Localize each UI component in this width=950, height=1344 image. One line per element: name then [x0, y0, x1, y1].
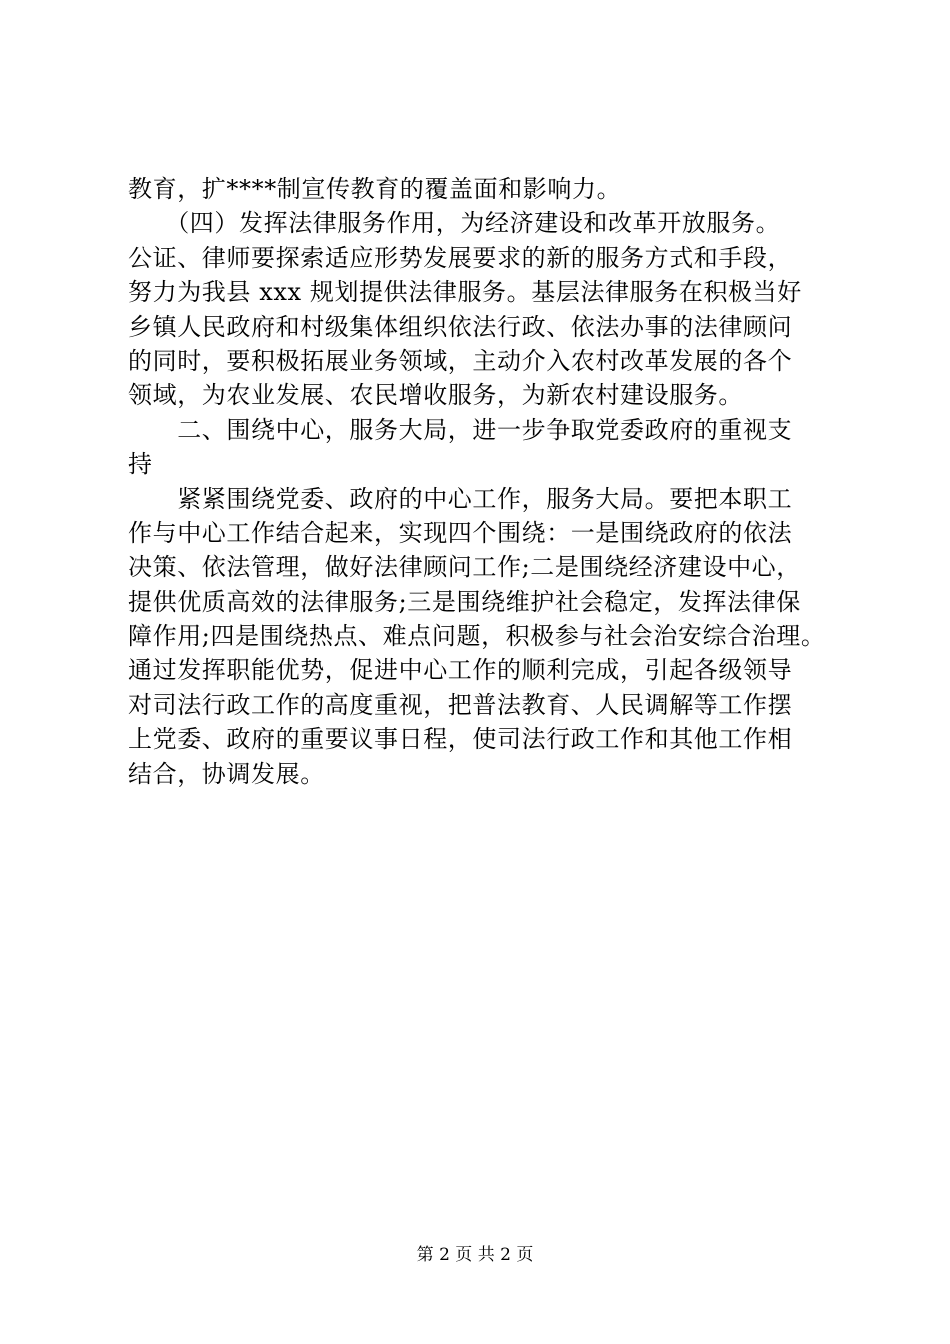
text-line: 提供优质高效的法律服务;三是围绕维护社会稳定，发挥法律保 [128, 587, 801, 616]
text-line: 障作用;四是围绕热点、难点问题，积极参与社会治安综合治理。 [128, 622, 826, 651]
text-line: 通过发挥职能优势，促进中心工作的顺利完成，引起各级领导 [128, 656, 793, 685]
text-line: （四）发挥法律服务作用，为经济建设和改革开放服务。 [128, 209, 781, 238]
text-line: 的同时，要积极拓展业务领域，主动介入农村改革发展的各个 [128, 346, 793, 375]
text-line: 教育，扩****制宣传教育的覆盖面和影响力。 [128, 175, 622, 203]
section-heading-continued: 持 [128, 450, 153, 479]
text-line: 领域，为农业发展、农民增收服务，为新农村建设服务。 [128, 381, 743, 410]
text-line: 乡镇人民政府和村级集体组织依法行政、依法办事的法律顾问 [128, 312, 793, 341]
page-number-footer: 第 2 页 共 2 页 [416, 1245, 534, 1265]
text-line: 对司法行政工作的高度重视，把普法教育、人民调解等工作摆 [128, 690, 793, 719]
body-text [128, 172, 848, 791]
text-line: 决策、依法管理，做好法律顾问工作;二是围绕经济建设中心， [128, 553, 801, 582]
text-line: 上党委、政府的重要议事日程，使司法行政工作和其他工作相 [128, 725, 793, 754]
text-line: 紧紧围绕党委、政府的中心工作，服务大局。要把本职工 [128, 484, 793, 513]
text-line: 努力为我县 xxx 规划提供法律服务。基层法律服务在积极当好 [128, 278, 802, 307]
text-line: 结合，协调发展。 [128, 759, 325, 788]
text-line: 公证、律师要探索适应形势发展要求的新的服务方式和手段， [128, 243, 793, 272]
text-line: 作与中心工作结合起来，实现四个围绕：一是围绕政府的依法 [128, 518, 793, 547]
section-heading: 二、围绕中心，服务大局，进一步争取党委政府的重视支 [128, 415, 793, 444]
